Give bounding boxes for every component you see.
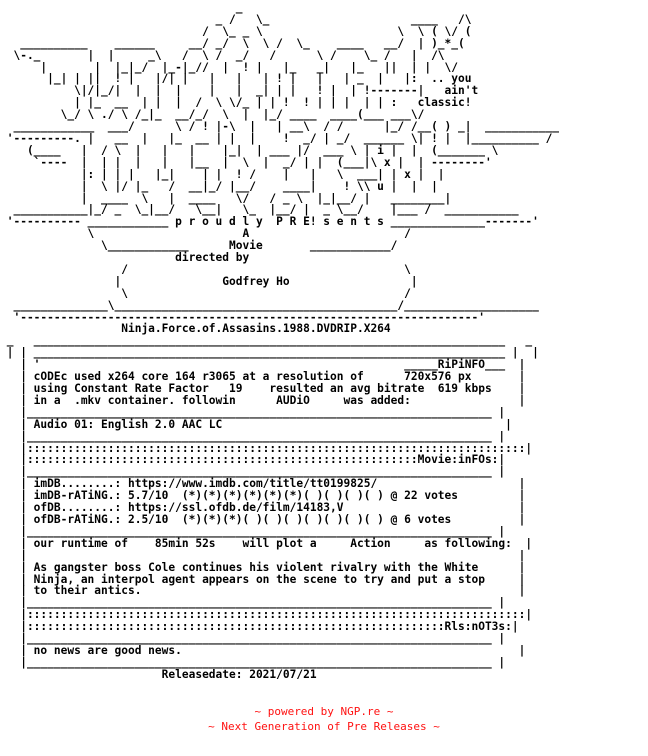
nfo-line: | to their antics. | bbox=[0, 584, 526, 598]
nfo-line: |_____________________________________________________________________ | bbox=[0, 429, 506, 443]
nfo-line: directed by bbox=[0, 251, 250, 265]
nfo-line: | our runtime of 85min 52s will plot a Action as following: | bbox=[0, 536, 533, 550]
nfo-line: __________ ______ __/ _/ \ \ / \_ ____ __/ | )_*_( bbox=[0, 36, 465, 50]
nfo-line: \____________ Movie ____________/ bbox=[0, 239, 398, 253]
nfo-line: |_____________________________________________________________________ | bbox=[0, 632, 506, 646]
nfo-line: (____ | / \ | | | |_| | ___ |/ ___ \ | i | | (_______ \ bbox=[0, 143, 499, 157]
nfo-art-block bbox=[0, 2, 559, 681]
nfo-line: | Ninja, an interpol agent appears on the scene to try and put a stop | bbox=[0, 572, 526, 586]
nfo-line: | cODEc used x264 core 164 r3065 at a resolution of 720x576 px | bbox=[0, 370, 526, 384]
nfo-line: | | bbox=[0, 548, 526, 562]
tagline-line: ~ Next Generation of Pre Releases ~ bbox=[208, 720, 440, 733]
nfo-line: `---- | | | | | |__ | \ | _/ | | (___|\ x | | --------' bbox=[0, 155, 492, 169]
nfo-line: '---------. | __ | |_ __ | | | ! _/ | _/ ______ \| ! | |__________ / bbox=[0, 131, 553, 145]
nfo-line: | Audio 01: English 2.0 AAC LC | bbox=[0, 417, 512, 431]
nfo-line: Ninja.Force.of.Assasins.1988.DVDRIP.X264 bbox=[0, 322, 391, 336]
nfo-line: \_/ \ ./ \ /_|_ __/_/ \ | |_/ ____ ____(___ ___\/ bbox=[0, 108, 425, 122]
nfo-line: _ / \_ ____ /\ bbox=[0, 12, 472, 26]
powered-by-line: ~ powered by NGP.re ~ bbox=[254, 705, 394, 718]
nfo-line: | |_ __ | | | / \ \/_ | | ! ! | | | | | : classic! bbox=[0, 96, 472, 110]
nfo-line: _ ______________________________________________________________________ _ bbox=[0, 334, 533, 348]
nfo-line: |::::::::::::::::::::::::::::::::::::::::::::::::::::::::::Movie:inFOs:| bbox=[0, 453, 506, 467]
nfo-line: | imDB........: https://www.imdb.com/title/tt0199825/ | bbox=[0, 477, 526, 491]
nfo-line: | \ |/ |_ / __|_/ |__/ ____| ! \\ u | | | bbox=[0, 179, 438, 193]
nfo-line: _ bbox=[0, 1, 243, 14]
nfo-line: |::::::::::::::::::::::::::::::::::::::::::::::::::::::::::::::::::::::::::| bbox=[0, 608, 533, 622]
nfo-line: '---------- ____________ p r o u d l y P R E! s e n t s ______________-------' bbox=[0, 215, 539, 229]
nfo-line: | using Constant Rate Factor 19 resulted an avg bitrate 619 kbps | bbox=[0, 382, 526, 395]
nfo-line: |_____________________________________________________________________ | bbox=[0, 596, 506, 610]
nfo-line: |_____________________________________________________________________ | bbox=[0, 465, 506, 479]
nfo-line: \ A / bbox=[0, 227, 411, 241]
nfo-line: ___________|_/ _ \_|__/ \__| \_ |__/ | _ \__/ |___ / ___________ bbox=[0, 203, 519, 217]
nfo-line: ____________ ___/ \ / ! |-\ | | __\ / / |_/ /__( ) _| ___________ bbox=[0, 120, 560, 134]
nfo-line: '--------------------------------------------------------------------' bbox=[0, 310, 485, 324]
nfo-line: | | |_|_/ |_-|_// | ! | |_ _| |_ || | | \/ bbox=[0, 60, 459, 74]
nfo-line: \|/|_/| | | | | | _| | | ! | | !-------| ain't bbox=[0, 84, 479, 98]
nfo-line: | no news are good news. | bbox=[0, 643, 526, 657]
nfo-line: | ' _____RiPiNFO___ | bbox=[0, 358, 526, 372]
nfo-line: |_____________________________________________________________________ | bbox=[0, 655, 506, 669]
nfo-line: | As gangster boss Cole continues his violent rivalry with the White | bbox=[0, 560, 526, 574]
nfo-line: / \_ _ \ \ \ ( \/ ( bbox=[0, 24, 472, 38]
nfo-line: | in a .mkv container. followin AUDiO was added: | bbox=[0, 393, 526, 407]
nfo-line: | ofDB........: https://ssl.ofdb.de/film/14183,V | bbox=[0, 501, 526, 515]
nfo-line: / \ bbox=[0, 262, 411, 276]
nfo-line: Releasedate: 2021/07/21 bbox=[0, 667, 317, 681]
nfo-line: | ofDB-rATiNG.: 2.5/10 (*)(*)(*)( )( )( )( )( )( )( ) @ 6 votes | bbox=[0, 512, 526, 526]
nfo-line: | imDB-rATiNG.: 5.7/10 (*)(*)(*)(*)(*)(*)( )( )( )( ) @ 22 votes | bbox=[0, 489, 526, 503]
nfo-line: ______________\__________________________________________/____________________ bbox=[0, 298, 539, 312]
footer bbox=[0, 704, 648, 734]
nfo-line: | ____ \ | ____ \/ / _ \ |_|__/ | ________| bbox=[0, 191, 452, 205]
nfo-line: |::::::::::::::::::::::::::::::::::::::::::::::::::::::::::::::Rls:nOT3s:| bbox=[0, 620, 519, 634]
nfo-line: |::::::::::::::::::::::::::::::::::::::::::::::::::::::::::::::::::::::::::| bbox=[0, 441, 533, 455]
nfo-line: \-._ | | _\ / \ / _/ / \ / \_ / | /\ bbox=[0, 48, 445, 62]
nfo-line: |_____________________________________________________________________ | bbox=[0, 524, 506, 538]
nfo-line: |_| | || ! | |/| | | | | ! | | | _ | |: .. you bbox=[0, 72, 472, 86]
nfo-line: | Godfrey Ho | bbox=[0, 274, 418, 288]
nfo-line: |_____________________________________________________________________ | bbox=[0, 405, 506, 419]
nfo-line: |: | | | |_| | | ! / | | \ ___| | x | | bbox=[0, 167, 445, 181]
nfo-line: \ / bbox=[0, 286, 411, 300]
nfo-line: | | ______________________________________________________________________ | | bbox=[0, 346, 539, 360]
